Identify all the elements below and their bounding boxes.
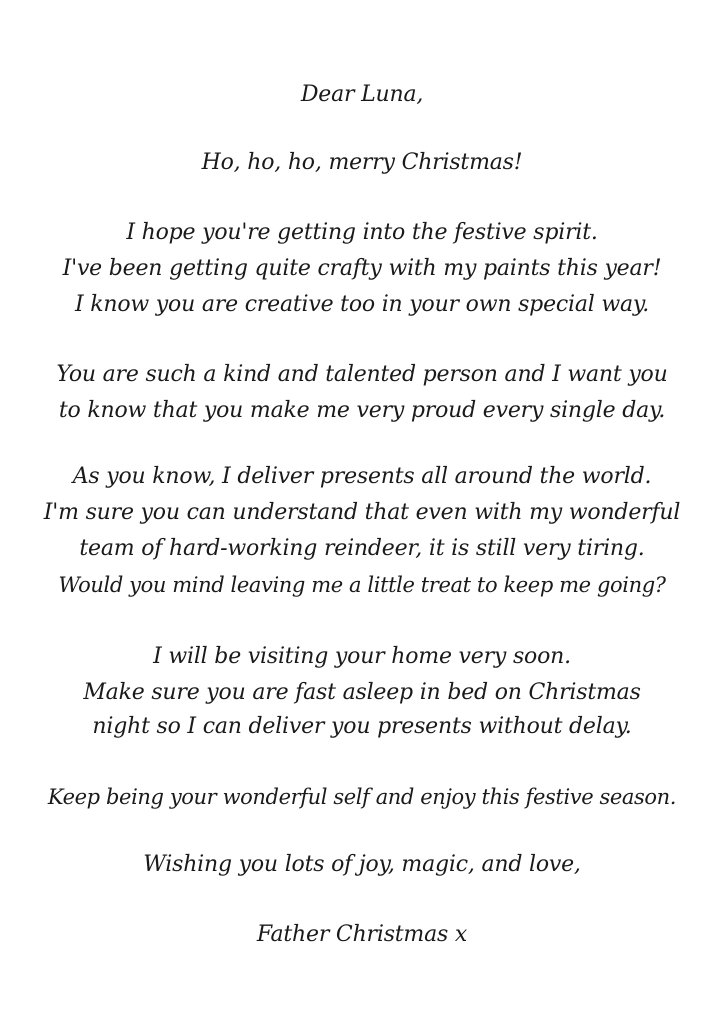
paragraph-1-line-1: I hope you're getting into the festive spirit.	[126, 220, 598, 245]
paragraph-5: Keep being your wonderful self and enjoy this festive season.	[47, 785, 677, 809]
paragraph-3-line-3: team of hard-working reindeer, it is still very tiring.	[79, 536, 645, 561]
paragraph-2-line-2: to know that you make me very proud every single day.	[58, 398, 666, 423]
paragraph-3-line-2: I'm sure you can understand that even with my wonderful	[43, 500, 681, 525]
closing: Wishing you lots of joy, magic, and love,	[143, 852, 581, 877]
paragraph-1-line-3: I know you are creative too in your own special way.	[74, 292, 650, 317]
signature: Father Christmas x	[256, 922, 468, 947]
paragraph-4-line-1: I will be visiting your home very soon.	[153, 644, 571, 669]
paragraph-4-line-2: Make sure you are fast asleep in bed on Christmas	[83, 680, 641, 705]
greeting: Ho, ho, ho, merry Christmas!	[201, 150, 523, 175]
paragraph-2-line-1: You are such a kind and talented person and I want you	[56, 362, 668, 387]
paragraph-3-line-4: Would you mind leaving me a little treat to keep me going?	[58, 573, 666, 597]
salutation: Dear Luna,	[300, 82, 424, 107]
paragraph-1-line-2: I've been getting quite crafty with my paints this year!	[62, 256, 662, 281]
paragraph-4-line-3: night so I can deliver you presents without delay.	[92, 714, 632, 739]
paragraph-3-line-1: As you know, I deliver presents all around the world.	[72, 464, 652, 489]
